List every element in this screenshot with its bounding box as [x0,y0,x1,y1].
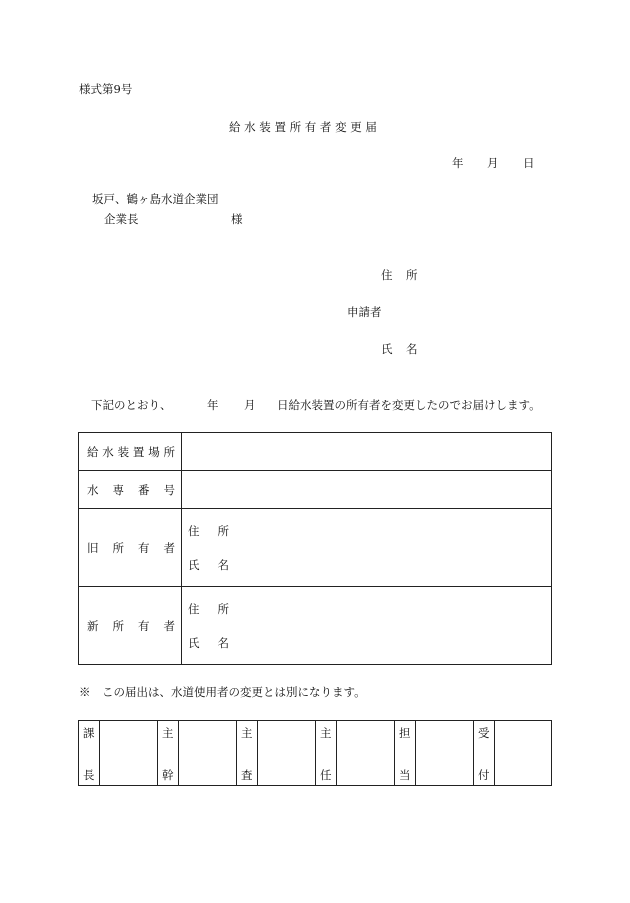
old-owner-value[interactable] [182,509,552,587]
applicant-name-char1: 氏 [381,342,393,356]
date-month: 月 [487,156,499,170]
form-number: 様式第9号 [79,82,133,96]
applicant-address-char1: 住 [381,268,393,282]
new-owner-address: 住 所 [188,601,229,616]
approval-label-shunin: 主 任 [316,721,337,786]
approval-table [78,720,552,786]
row-meter [79,471,552,509]
old-owner-address: 住 所 [188,523,229,538]
note-text: ※ この届出は、水道使用者の変更とは別になります。 [79,685,366,699]
meter-value[interactable] [182,471,552,509]
row-location [79,433,552,471]
statement-prefix: 下記のとおり、 [91,398,172,412]
new-owner-value[interactable] [182,587,552,665]
addressee-line1: 坂戸、鶴ヶ島水道企業団 [92,192,219,206]
approval-stamp-shukan[interactable] [179,721,237,786]
row-new-owner [79,587,552,665]
location-value[interactable] [182,433,552,471]
approval-label-shusa: 主 査 [237,721,258,786]
approval-label-uketsuke: 受 付 [474,721,495,786]
info-table [78,432,552,665]
approval-stamp-uketsuke[interactable] [495,721,552,786]
approval-label-shukan: 主 幹 [158,721,179,786]
applicant-address-char2: 所 [406,268,418,282]
applicant-label: 申請者 [347,305,382,319]
date-day: 日 [523,156,535,170]
row-old-owner [79,509,552,587]
meter-label: 水 専 番 号 [87,482,175,497]
old-owner-label: 旧 所 有 者 [87,540,175,555]
approval-stamp-kacho[interactable] [100,721,158,786]
applicant-name-char2: 名 [406,342,418,356]
date-year: 年 [452,156,464,170]
approval-stamp-shunin[interactable] [337,721,395,786]
new-owner-name: 氏 名 [188,635,229,650]
approval-label-tanto: 担 当 [395,721,416,786]
approval-row [79,721,552,786]
approval-stamp-shusa[interactable] [258,721,316,786]
statement-year: 年 [207,398,219,412]
addressee-honorific: 様 [231,212,243,226]
addressee-line2: 企業長 [104,212,139,226]
new-owner-label: 新 所 有 者 [87,618,175,633]
statement-month: 月 [244,398,256,412]
approval-label-kacho: 課 長 [79,721,100,786]
form-title: 給 水 装 置 所 有 者 変 更 届 [229,120,377,134]
approval-stamp-tanto[interactable] [416,721,474,786]
statement-suffix: 日給水装置の所有者を変更したのでお届けします。 [277,398,541,412]
old-owner-name: 氏 名 [188,557,229,572]
location-label: 給 水 装 置 場 所 [87,444,175,459]
